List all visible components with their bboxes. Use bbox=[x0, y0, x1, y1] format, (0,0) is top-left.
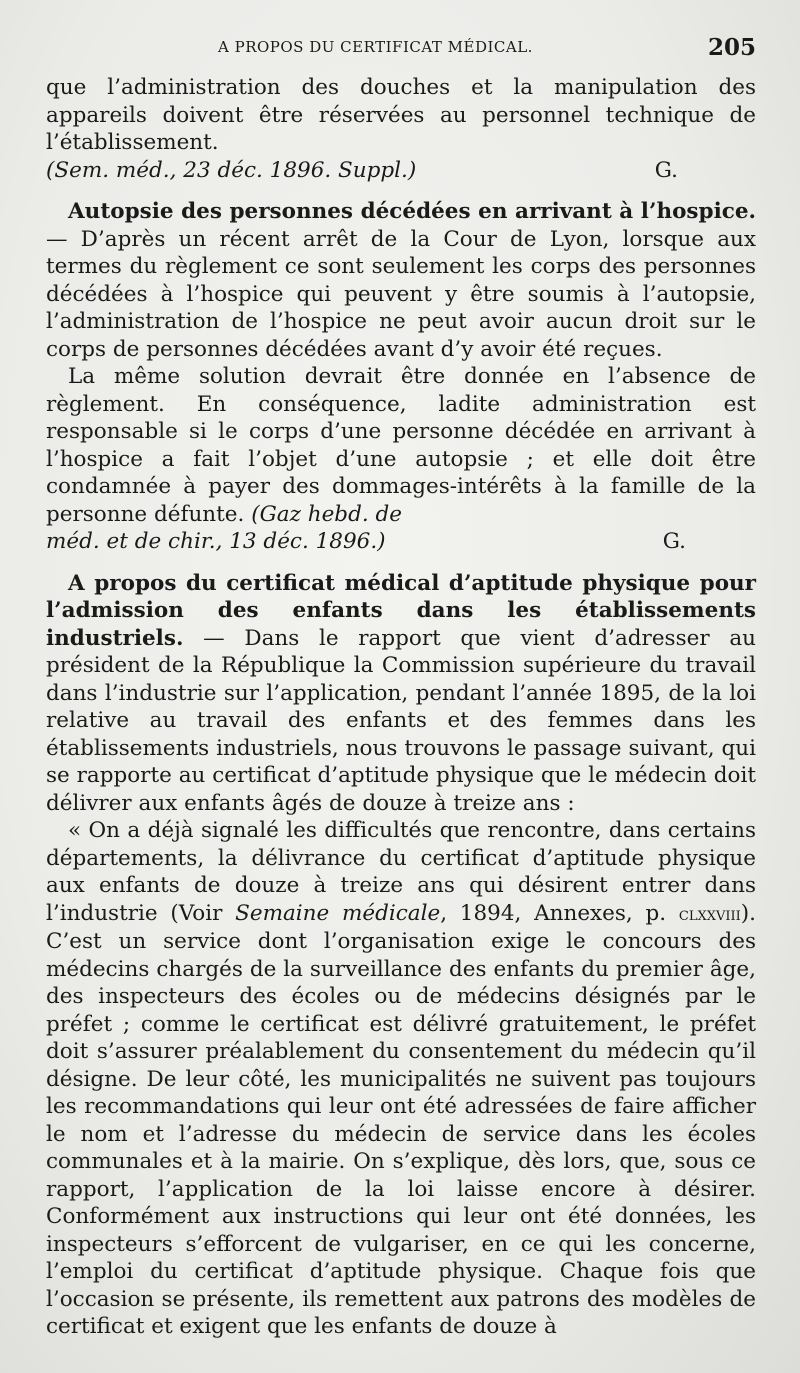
quote-text: , 1894, Annexes, p. bbox=[440, 900, 679, 926]
article-body: — Dans le rapport que vient d’adresser au président de la République la Commission supérieure du travail dans l’industrie sur l’application, pendant l’année 1895, de la loi relative au travail des enfants et des femmes dans les établissements industriels, nous trouvons le passage suivant, qui se rapporte au certificat d’aptitude physique que le médecin doit délivrer aux enfants âgés de douze à treize ans : bbox=[46, 625, 756, 816]
author-signature: G. bbox=[662, 529, 686, 554]
quotation-paragraph bbox=[46, 817, 756, 1341]
article-body: — D’après un récent arrêt de la Cour de Lyon, lorsque aux termes du règlement ce sont seulement les corps des personnes décédées à l’hospice qui peuvent y être soumis à l’autopsie, l’administration de l’hospice ne peut avoir aucun droit sur le corps de personnes décédées avant d’y avoir été reçues. bbox=[46, 226, 756, 362]
continuation-text: que l’administration des douches et la manipulation des appareils doivent être réservées au personnel technique de l’établissement. bbox=[46, 75, 756, 155]
body-text bbox=[46, 74, 756, 1341]
citation-line bbox=[46, 528, 756, 556]
paragraph-continuation bbox=[46, 74, 756, 157]
page-reference: clxxviii bbox=[678, 903, 741, 925]
article-heading: Autopsie des personnes décédées en arrivant à l’hospice. bbox=[68, 199, 756, 224]
article-autopsie bbox=[46, 198, 756, 363]
page-number: 205 bbox=[707, 34, 756, 61]
quote-text: ). C’est un service dont l’organisation exige le concours des médecins chargés de la surveillance des enfants du premier âge, des inspecteurs des écoles ou de médecins désignés par le préfet ; comme le certificat est délivré gratuitement, le préfet doit s’assurer préalablement du consentement du médecin qu’il désigne. De leur côté, les municipalités ne suivent pas toujours les recommandations qui leur ont été adressées de faire afficher le nom et l’adresse du médecin de service dans les écoles communales et à la mairie. On s’explique, dès lors, que, sous ce rapport, l’application de la loi laisse encore à désirer. Conformément aux instructions qui leur ont été données, les inspecteurs s’efforcent de vulgariser, en ce qui les concerne, l’emploi du certificat d’aptitude physique. Chaque fois que l’occasion se présente, ils remettent aux patrons des modèles de certificat et exigent que les enfants de douze à bbox=[46, 900, 756, 1339]
page-header bbox=[48, 34, 760, 64]
citation-line bbox=[46, 157, 756, 185]
running-title: A PROPOS DU CERTIFICAT MÉDICAL. bbox=[218, 38, 533, 56]
quote-text: « On a déjà signalé les difficultés que rencontre, dans certains départements, la délivrance du certificat d’aptitude physique aux enfants de douze à treize ans qui désirent entrer dans l’industrie (Voir bbox=[46, 818, 756, 926]
article-heading: A propos du certificat médical d’aptitude physique pour l’admission des enfants dans les établissements industriels. bbox=[46, 570, 756, 651]
article-paragraph bbox=[46, 363, 756, 528]
citation: (Sem. méd., 23 déc. 1896. Suppl.) bbox=[46, 157, 417, 183]
journal-title: Semaine médicale bbox=[235, 900, 441, 926]
article-certificat bbox=[46, 570, 756, 818]
author-signature: G. bbox=[654, 157, 678, 183]
citation: méd. et de chir., 13 déc. 1896.) bbox=[46, 529, 386, 554]
citation: (Gaz hebd. de bbox=[251, 501, 402, 527]
paragraph-text: La même solution devrait être donnée en l’absence de règlement. En conséquence, ladite administration est responsable si le corps d’une personne décédée en arrivant à l’hospice a fait l’objet d’une autopsie ; et elle doit être condamnée à payer des dommages-intérêts à la famille de la personne défunte. bbox=[46, 364, 756, 527]
